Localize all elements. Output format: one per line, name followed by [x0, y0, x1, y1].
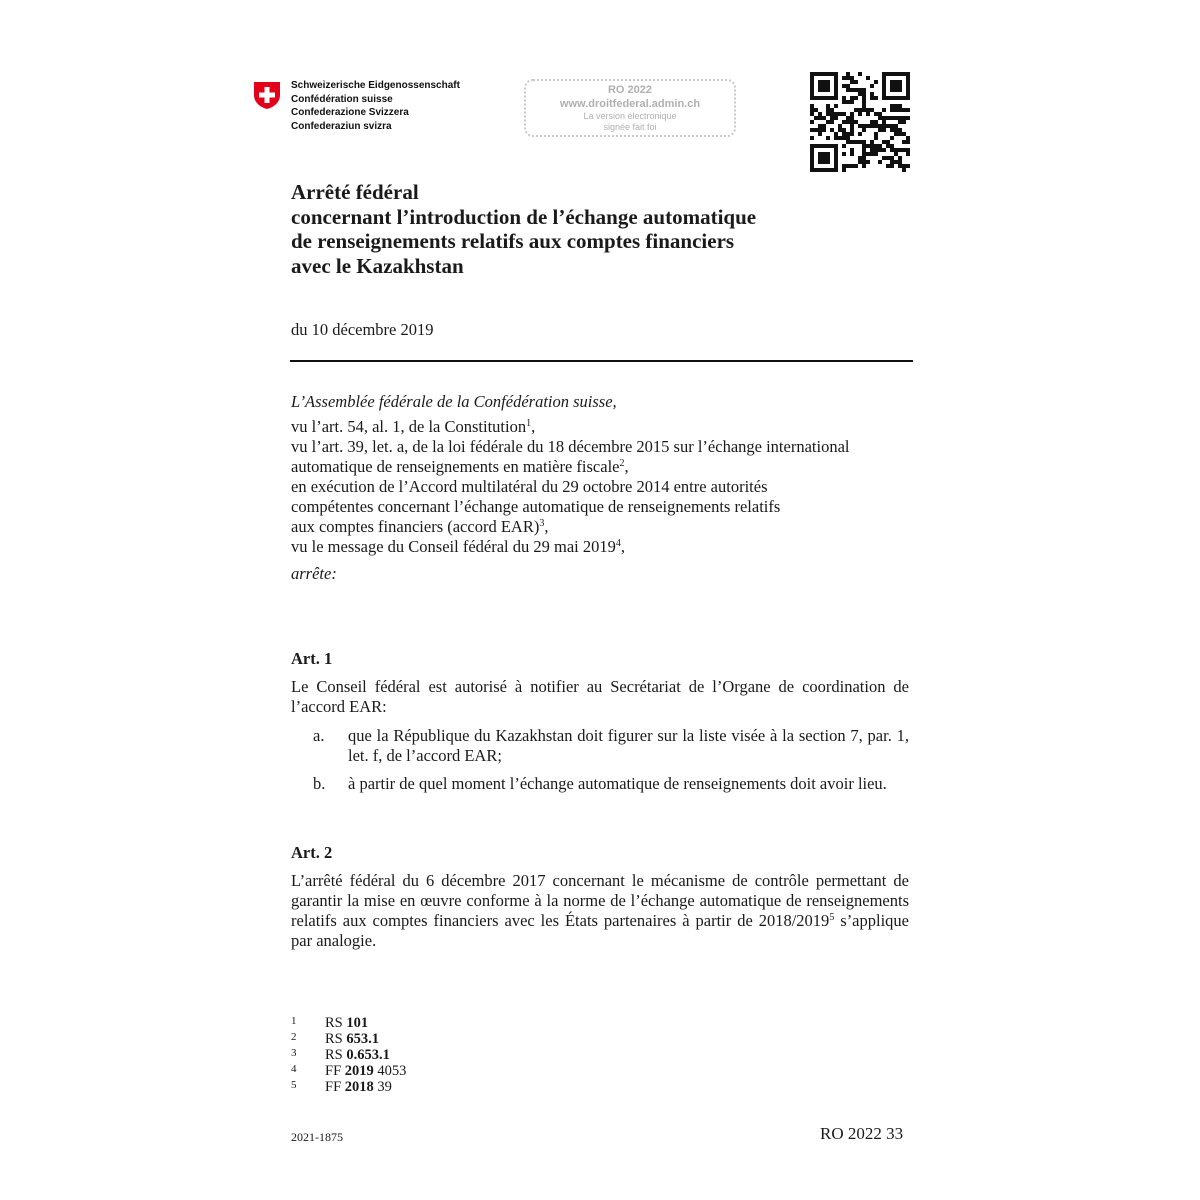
- art-1-item-b-letter: b.: [313, 774, 326, 793]
- preamble-intro: L’Assemblée fédérale de la Confédération suisse,: [291, 392, 617, 411]
- confederation-name-it: Confederazione Svizzera: [291, 107, 409, 118]
- footnote-text: [325, 1047, 390, 1063]
- footnote-number: 2: [291, 1031, 297, 1043]
- confederation-name-fr: Confédération suisse: [291, 93, 393, 105]
- confederation-names: [291, 79, 460, 133]
- title-line-2: concernant l’introduction de l’échange automatique: [291, 204, 757, 229]
- footnote-text: [325, 1015, 368, 1031]
- preamble-line-3: [291, 457, 629, 477]
- preamble-text: vu le message du Conseil fédéral du 29 mai 2019: [291, 537, 616, 556]
- preamble-line-6: [291, 517, 548, 537]
- document-number: 2021-1875: [291, 1130, 343, 1144]
- preamble-text: vu l’art. 54, al. 1, de la Constitution: [291, 417, 527, 436]
- footnote-ref-number: 2018: [344, 1079, 374, 1095]
- preamble-punct: ,: [531, 417, 536, 436]
- title-line-3: de renseignements relatifs aux comptes financiers: [291, 229, 735, 253]
- footnote-suffix: 4053: [373, 1063, 407, 1079]
- art-2-text-main: L’arrêté fédéral du 6 décembre 2017 concernant le mécanisme de contrôle permettant de garantir la mise en œuvre conforme à la norme de l’échange automatique de renseignements relatifs aux comptes financiers avec les États partenaires à partir de 2018/2019: [291, 871, 909, 930]
- footnote-prefix: RS: [325, 1015, 347, 1031]
- stamp-line-2: www.droitfederal.admin.ch: [559, 98, 701, 110]
- confederation-name-de: Schweizerische Eidgenossenschaft: [291, 80, 460, 91]
- preamble-punct: ,: [620, 537, 626, 556]
- footnote-prefix: RS: [325, 1031, 347, 1047]
- art-1-text: Le Conseil fédéral est autorisé à notifier au Secrétariat de l’Organe de coordination de l’accord EAR:: [291, 677, 909, 716]
- footnote-prefix: FF: [325, 1063, 345, 1079]
- art-2-heading: Art. 2: [291, 843, 333, 862]
- signature-stamp: [524, 79, 736, 137]
- art-2-text-end: s’applique par analogie.: [291, 911, 909, 950]
- qr-code-icon: [810, 72, 910, 172]
- footnote-text: [325, 1063, 406, 1079]
- footnote-text: [325, 1031, 379, 1047]
- preamble-text: aux comptes financiers (accord EAR): [291, 517, 540, 536]
- title-line-1: Arrêté fédéral: [291, 180, 419, 204]
- footnote-text: [325, 1079, 392, 1095]
- preamble-line-4: en exécution de l’Accord multilatéral du 29 octobre 2014 entre autorités: [291, 477, 768, 496]
- stamp-line-4: signée fait foi: [603, 122, 657, 132]
- footnote-number: 5: [291, 1079, 297, 1091]
- art-1-heading: Art. 1: [291, 649, 333, 668]
- footnote-prefix: RS: [325, 1047, 347, 1063]
- preamble-decree: arrête:: [291, 564, 337, 583]
- footnote-ref-number: 101: [346, 1015, 369, 1031]
- stamp-line-1: RO 2022: [607, 84, 653, 96]
- stamp-line-3: La version électronique: [583, 111, 677, 121]
- preamble-line-5: compétentes concernant l’échange automatique de renseignements relatifs: [291, 497, 781, 516]
- swiss-cross-icon: [252, 80, 282, 110]
- art-2-text: [291, 871, 909, 951]
- art-1-item-b-text: à partir de quel moment l’échange automatique de renseignements doit avoir lieu.: [348, 774, 887, 793]
- footnote-ref[interactable]: 1: [526, 418, 532, 429]
- footnote-number: 3: [291, 1047, 297, 1059]
- footnote-number: 4: [291, 1063, 297, 1075]
- preamble-line-7: [291, 537, 625, 557]
- footnote-ref-number: 653.1: [346, 1031, 379, 1047]
- title-line-4: avec le Kazakhstan: [291, 253, 464, 278]
- title-divider: [290, 360, 913, 362]
- ro-reference: RO 2022 33: [820, 1124, 904, 1143]
- art-1-item-a-letter: a.: [313, 726, 325, 745]
- confederation-name-rm: Confederaziun svizra: [291, 120, 392, 132]
- art-1-item-a-text: que la République du Kazakhstan doit figurer sur la liste visée à la section 7, par. 1, let. f, de l’accord EAR;: [348, 726, 909, 765]
- footnote-ref[interactable]: 2: [619, 458, 625, 469]
- preamble-punct: ,: [624, 457, 629, 476]
- footnote-ref[interactable]: 3: [539, 518, 545, 529]
- preamble-line-2: vu l’art. 39, let. a, de la loi fédérale du 18 décembre 2015 sur l’échange international: [291, 437, 850, 456]
- footnote-prefix: FF: [325, 1079, 345, 1095]
- preamble-punct: ,: [544, 517, 549, 536]
- footnote-suffix: 39: [373, 1079, 392, 1095]
- footnote-ref[interactable]: 5: [829, 912, 835, 923]
- footnote-ref[interactable]: 4: [615, 538, 621, 549]
- document-date: du 10 décembre 2019: [291, 320, 434, 339]
- footnote-ref-number: 0.653.1: [346, 1047, 390, 1063]
- preamble-line-1: [291, 417, 535, 437]
- preamble-text: automatique de renseignements en matière fiscale: [291, 457, 620, 476]
- footnote-number: 1: [291, 1015, 297, 1027]
- document-title: [291, 180, 756, 278]
- footnote-ref-number: 2019: [344, 1063, 374, 1079]
